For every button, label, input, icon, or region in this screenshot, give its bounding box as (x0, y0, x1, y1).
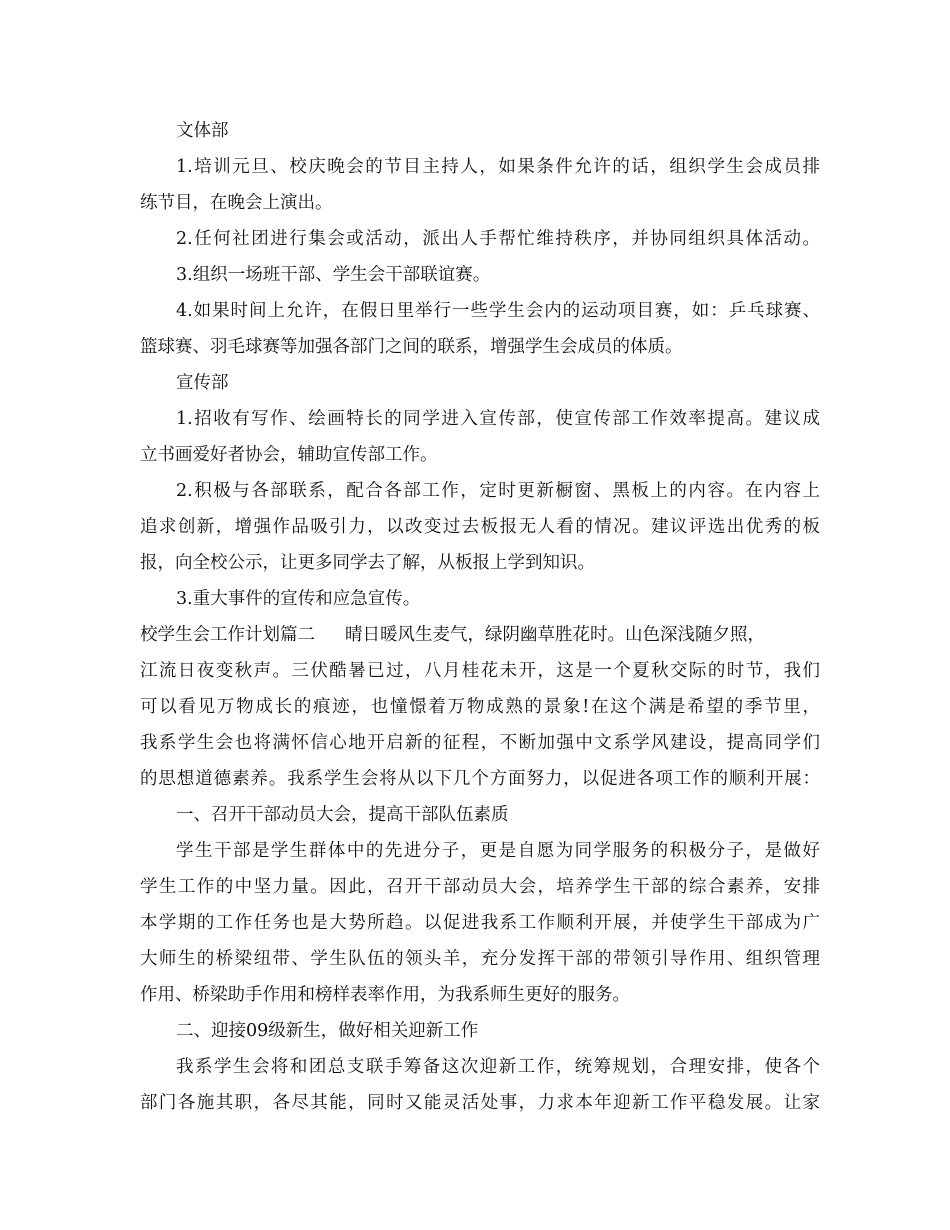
paragraph-line: 2.积极与各部联系，配合各部工作，定时更新橱窗、黑板上的内容。在内容上 (176, 481, 820, 501)
paragraph-line: 作用、桥梁助手作用和榜样表率作用，为我系师生更好的服务。 (140, 985, 630, 1005)
subsection-heading-1: 一、召开干部动员大会，提高干部队伍素质 (176, 805, 509, 825)
paragraph-line: 练节目，在晚会上演出。 (140, 193, 333, 213)
paragraph-line: 立书画爱好者协会，辅助宣传部工作。 (140, 445, 438, 465)
paragraph-line: 学生工作的中坚力量。因此，召开干部动员大会，培养学生干部的综合素养，安排 (140, 877, 820, 897)
paragraph-line: 3.重大事件的宣传和应急宣传。 (176, 589, 421, 609)
paragraph-line: 2.任何社团进行集会或活动，派出人手帮忙维持秩序，并协同组织具体活动。 (176, 229, 820, 249)
section-heading-xuanchuan: 宣传部 (176, 373, 229, 393)
section-heading-wenti: 文体部 (176, 121, 229, 141)
paragraph-text: 晴日暖风生麦气，绿阴幽草胜花时。山色深浅随夕照， (345, 625, 765, 645)
paragraph-line: 本学期的工作任务也是大势所趋。以促进我系工作顺利开展，并使学生干部成为广 (140, 913, 820, 933)
paragraph-line: 部门各施其职，各尽其能，同时又能灵活处事，力求本年迎新工作平稳发展。让家 (140, 1093, 820, 1113)
paragraph-line: 我系学生会也将满怀信心地开启新的征程，不断加强中文系学风建设，提高同学们 (140, 733, 820, 753)
paragraph-line: 追求创新，增强作品吸引力，以改变过去板报无人看的情况。建议评选出优秀的板 (140, 517, 820, 537)
paragraph-line: 学生干部是学生群体中的先进分子，更是自愿为同学服务的积极分子，是做好 (176, 841, 820, 861)
paragraph-line: 可以看见万物成长的痕迹，也憧憬着万物成熟的景象!在这个满是希望的季节里， (140, 697, 820, 717)
paragraph-line: 1.培训元旦、校庆晚会的节目主持人，如果条件允许的话，组织学生会成员排 (176, 157, 820, 177)
paragraph-line: 的思想道德素养。我系学生会将从以下几个方面努力，以促进各项工作的顺利开展： (140, 769, 820, 789)
paragraph-line: 篮球赛、羽毛球赛等加强各部门之间的联系，增强学生会成员的体质。 (140, 337, 683, 357)
paragraph-line: 报，向全校公示，让更多同学去了解，从板报上学到知识。 (140, 553, 595, 573)
paragraph-line: 1.招收有写作、绘画特长的同学进入宣传部，使宣传部工作效率提高。建议成 (176, 409, 820, 429)
paragraph-line: 3.组织一场班干部、学生会干部联谊赛。 (176, 265, 491, 285)
paragraph-line: 我系学生会将和团总支联手筹备这次迎新工作，统筹规划，合理安排，使各个 (176, 1057, 820, 1077)
paragraph-line: 大师生的桥梁纽带、学生队伍的领头羊，充分发挥干部的带领引导作用、组织管理 (140, 949, 820, 969)
article-heading: 校学生会工作计划篇二 (140, 625, 315, 645)
paragraph-line-with-heading (140, 624, 820, 646)
subsection-heading-2: 二、迎接09级新生，做好相关迎新工作 (176, 1021, 479, 1041)
paragraph-line: 4.如果时间上允许，在假日里举行一些学生会内的运动项目赛，如：乒乓球赛、 (176, 301, 820, 321)
paragraph-line: 江流日夜变秋声。三伏酷暑已过，八月桂花未开，这是一个夏秋交际的时节，我们 (140, 661, 820, 681)
